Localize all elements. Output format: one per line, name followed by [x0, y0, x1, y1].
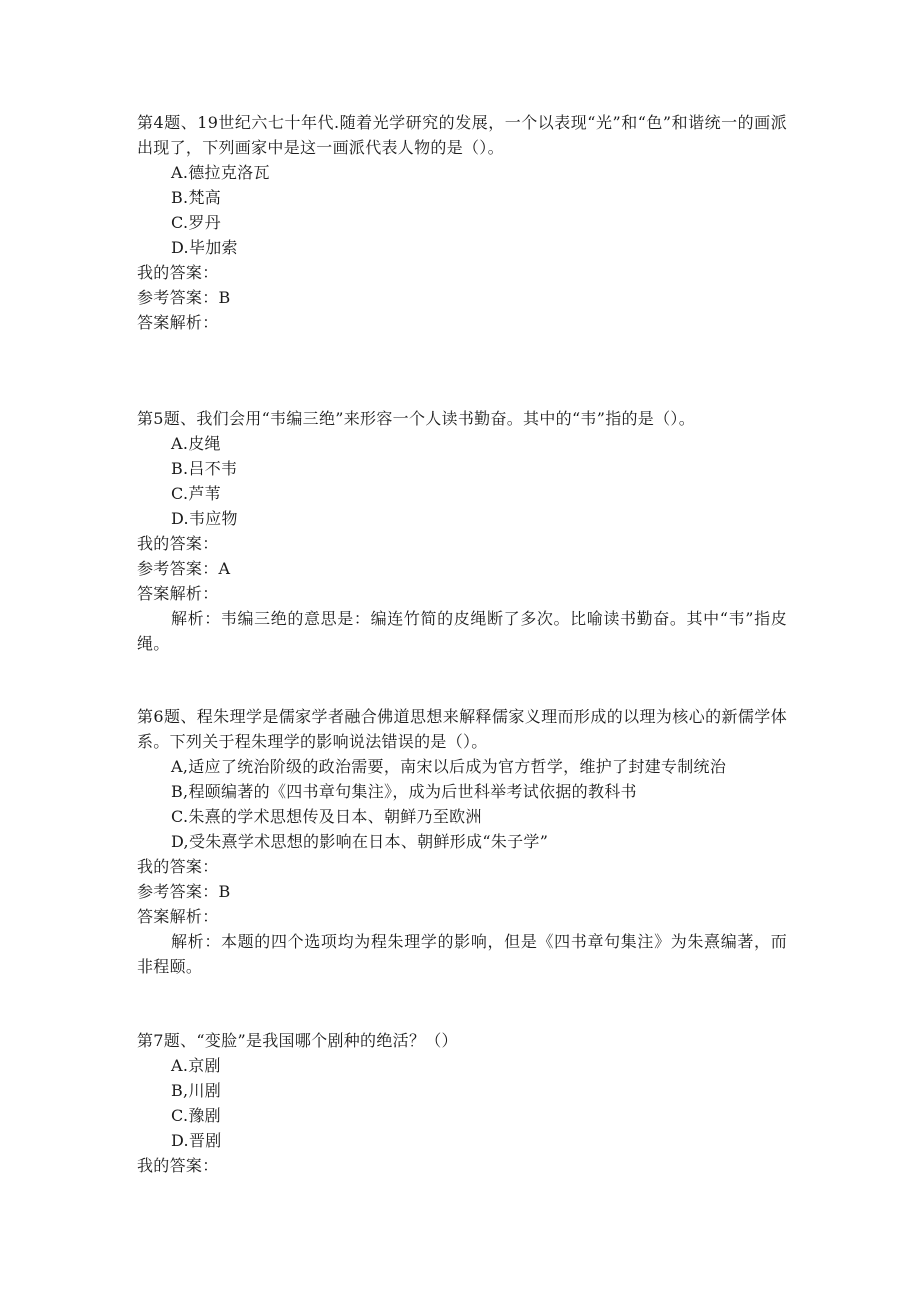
my-answer-label: 我的答案： — [137, 263, 219, 282]
option-a: A.京剧 — [171, 1056, 221, 1075]
option-a: A.皮绳 — [171, 434, 221, 453]
question-stem: 第6题、程朱理学是儒家学者融合佛道思想来解释儒家义理而形成的以理为核心的新儒学体系。下列关于程朱理学的影响说法错误的是（）。 — [137, 707, 787, 751]
option-a: A,适应了统治阶级的政治需要，南宋以后成为官方哲学，维护了封建专制统治 — [171, 757, 727, 776]
question-6 — [137, 704, 787, 979]
question-stem: 第7题、“变脸”是我国哪个剧种的绝活？（） — [137, 1031, 458, 1050]
option-a: A.德拉克洛瓦 — [171, 163, 270, 182]
reference-answer: 参考答案：A — [137, 559, 231, 578]
question-stem: 第5题、我们会用“韦编三绝”来形容一个人读书勤奋。其中的“韦”指的是（）。 — [137, 409, 695, 428]
my-answer-label: 我的答案： — [137, 857, 219, 876]
reference-answer: 参考答案：B — [137, 882, 231, 901]
option-d: D.毕加索 — [171, 238, 238, 257]
explanation-text: 解析：韦编三绝的意思是：编连竹简的皮绳断了多次。比喻读书勤奋。其中“韦”指皮绳。 — [137, 609, 787, 653]
explanation-text: 解析：本题的四个选项均为程朱理学的影响，但是《四书章句集注》为朱熹编著，而非程颐。 — [137, 932, 787, 976]
option-b: B.吕不韦 — [171, 459, 238, 478]
option-c: C.罗丹 — [171, 213, 221, 232]
option-c: C.豫剧 — [171, 1106, 221, 1125]
explanation-label: 答案解析： — [137, 313, 219, 332]
option-b: B,川剧 — [171, 1081, 222, 1100]
option-b: B.梵高 — [171, 188, 222, 207]
question-stem: 第4题、19世纪六七十年代.随着光学研究的发展，一个以表现“光”和“色”和谐统一的画派出现了，下列画家中是这一画派代表人物的是（）。 — [137, 113, 787, 157]
option-c: C.芦苇 — [171, 484, 221, 503]
explanation-label: 答案解析： — [137, 907, 219, 926]
my-answer-label: 我的答案： — [137, 1156, 219, 1175]
reference-answer: 参考答案：B — [137, 288, 231, 307]
question-5 — [137, 406, 787, 656]
question-4 — [137, 110, 787, 335]
my-answer-label: 我的答案： — [137, 534, 219, 553]
option-c: C.朱熹的学术思想传及日本、朝鲜乃至欧洲 — [171, 807, 482, 826]
option-b: B,程颐编著的《四书章句集注》，成为后世科举考试依据的教科书 — [171, 782, 637, 801]
question-7 — [137, 1028, 787, 1178]
option-d: D.韦应物 — [171, 509, 238, 528]
option-d: D.晋剧 — [171, 1131, 222, 1150]
option-d: D,受朱熹学术思想的影响在日本、朝鲜形成“朱子学” — [171, 832, 549, 851]
explanation-label: 答案解析： — [137, 584, 219, 603]
